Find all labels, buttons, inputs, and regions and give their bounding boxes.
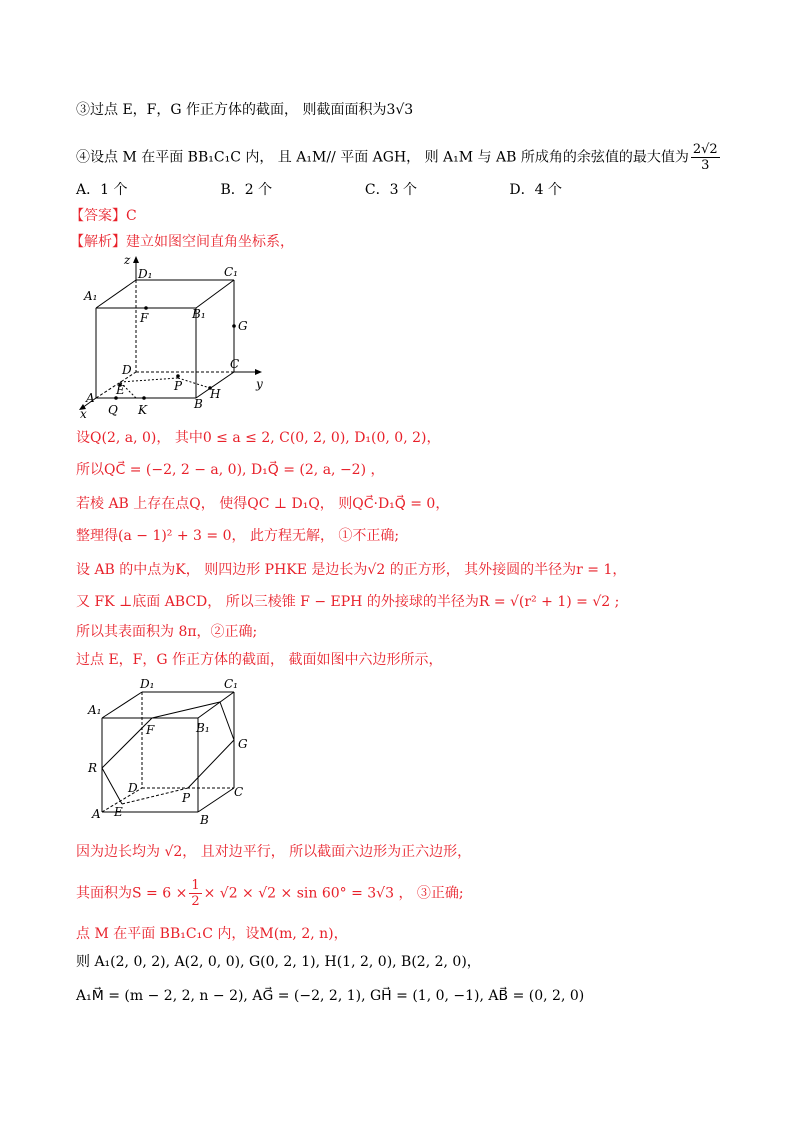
- label-k: K: [138, 403, 147, 417]
- solution-line-2: 所以QC⃗ = (−2, 2 − a, 0), D₁Q⃗ = (2, a, −2) ，: [76, 462, 385, 478]
- label-e: E: [114, 805, 123, 819]
- label-p: P: [174, 379, 183, 393]
- option-b[interactable]: B．2 个: [220, 182, 273, 198]
- solution-line-6: 又 FK ⊥底面 ABCD， 所以三棱锥 F − EPH 的外接球的半径为R = √(r² + 1) = √2 ;: [76, 594, 620, 610]
- option-a[interactable]: A．1 个: [76, 182, 128, 198]
- solution-line-7: 所以其表面积为 8π，②正确;: [76, 624, 258, 640]
- area-prefix: 其面积为S = 6 ×: [76, 885, 188, 902]
- label-b: B: [200, 813, 209, 827]
- label-q: Q: [108, 403, 118, 417]
- axis-x-label: x: [80, 407, 87, 420]
- label-h: H: [210, 387, 221, 401]
- label-d1: D₁: [138, 267, 153, 281]
- label-d1: D₁: [140, 677, 155, 691]
- area-suffix: × √2 × √2 × sin 60° = 3√3 ， ③正确;: [203, 885, 464, 902]
- solution-line-1: 设Q(2, a, 0)， 其中0 ≤ a ≤ 2, C(0, 2, 0), D₁(0, 0, 2)，: [76, 430, 441, 446]
- label-g: G: [238, 737, 248, 751]
- options-row: [76, 180, 649, 200]
- label-c1: C₁: [224, 677, 238, 691]
- cosine-fraction: [691, 142, 720, 173]
- label-d: D: [122, 363, 132, 377]
- area-fraction: [189, 878, 201, 909]
- label-g: G: [238, 319, 248, 333]
- label-a: A: [92, 807, 101, 821]
- label-f: F: [140, 311, 149, 325]
- hexagon-section-figure: [84, 672, 264, 832]
- analysis-intro: 【解析】建立如图空间直角坐标系，: [70, 234, 294, 250]
- label-r: R: [88, 761, 98, 775]
- solution-line-4: 整理得(a − 1)² + 3 = 0， 此方程无解， ①不正确;: [76, 528, 400, 544]
- statement-3: ③过点 E，F，G 作正方体的截面， 则截面面积为3√3: [76, 102, 414, 118]
- label-b1: B₁: [192, 307, 206, 321]
- label-a1: A₁: [84, 289, 98, 303]
- vectors-line: A₁M⃗ = (m − 2, 2, n − 2), AG⃗ = (−2, 2, 1), GH⃗ = (1, 0, −1), AB⃗ = (0, 2, 0): [76, 988, 585, 1004]
- statement-4: [76, 142, 722, 173]
- label-c: C: [234, 785, 244, 799]
- hexagon-line: 因为边长均为 √2， 且对边平行， 所以截面六边形为正六边形，: [76, 844, 472, 860]
- axis-y-label: y: [256, 377, 263, 391]
- option-d[interactable]: D．4 个: [509, 182, 562, 198]
- area-fraction-num: 1: [191, 878, 200, 893]
- option-c[interactable]: C．3 个: [364, 182, 417, 198]
- label-p: P: [182, 791, 191, 805]
- area-fraction-den: 2: [191, 894, 200, 909]
- fraction-denominator: 3: [701, 158, 710, 173]
- label-b1: B₁: [196, 721, 210, 735]
- solution-line-8: 过点 E，F，G 作正方体的截面， 截面如图中六边形所示，: [76, 652, 443, 668]
- solution-line-5: 设 AB 的中点为K， 则四边形 PHKE 是边长为√2 的正方形， 其外接圆的半径为r = 1，: [76, 562, 627, 578]
- label-e: E: [116, 383, 125, 397]
- label-c: C: [230, 357, 240, 371]
- coordinates-line: 则 A₁(2, 0, 2), A(2, 0, 0), G(0, 2, 1), H(1, 2, 0), B(2, 2, 0)，: [76, 954, 481, 970]
- label-c1: C₁: [224, 265, 238, 279]
- label-a: A: [86, 391, 95, 405]
- cube-coordinate-figure: [76, 250, 276, 420]
- statement-4-text: ④设点 M 在平面 BB₁C₁C 内， 且 A₁M// 平面 AGH， 则 A₁M 与 AB 所成角的余弦值的最大值为: [76, 149, 689, 166]
- fraction-numerator: 2√2: [692, 142, 718, 157]
- axis-z-label: z: [124, 253, 131, 267]
- answer-label: 【答案】C: [70, 208, 137, 224]
- label-a1: A₁: [88, 703, 102, 717]
- point-m-line: 点 M 在平面 BB₁C₁C 内，设M(m, 2, n)，: [76, 926, 348, 942]
- area-line: [76, 878, 464, 909]
- label-d: D: [128, 781, 138, 795]
- label-b: B: [194, 397, 203, 411]
- solution-line-3: 若棱 AB 上存在点Q， 使得QC ⊥ D₁Q， 则QC⃗·D₁Q⃗ = 0，: [76, 496, 450, 512]
- label-f: F: [146, 723, 155, 737]
